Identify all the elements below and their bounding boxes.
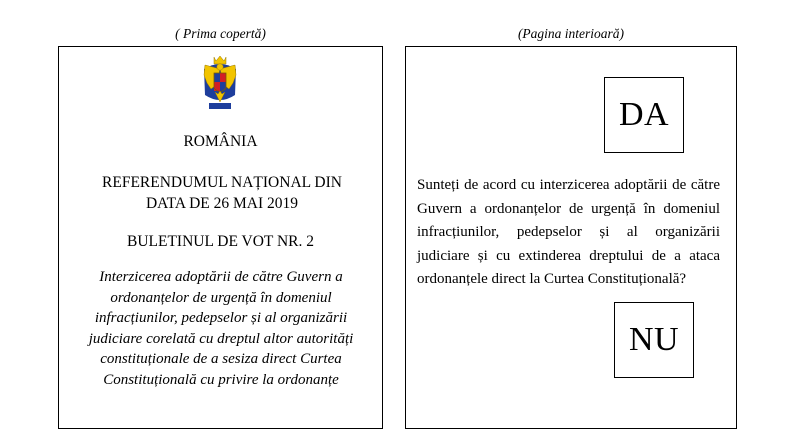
ballot-inner-panel <box>405 46 737 429</box>
inner-page-caption: (Pagina interioară) <box>517 26 625 41</box>
yes-vote-box[interactable]: DA <box>604 77 684 153</box>
emblem-shield-q4 <box>220 82 226 91</box>
ballot-title: BULETINUL DE VOT NR. 2 <box>127 233 314 250</box>
emblem-shield-q1 <box>214 73 220 82</box>
emblem-shield-q2 <box>220 73 226 82</box>
ballot-cover-panel <box>58 46 383 429</box>
emblem-crown <box>214 56 226 64</box>
no-vote-box[interactable]: NU <box>614 302 694 378</box>
emblem-head <box>217 64 223 70</box>
emblem-base <box>209 103 231 109</box>
coat-of-arms-icon <box>201 55 239 113</box>
country-name: ROMÂNIA <box>183 133 258 150</box>
ballot-subject: Interzicerea adoptării de către Guvern a ordonanțelor de urgență în domeniul infracțiunilor, pedepselor și al organizării judiciare corelată cu dreptul altor autorități constituționale de a sesiza direct Curtea Constituțională cu privire la ordonanțe <box>88 269 354 388</box>
referendum-question: Sunteți de acord cu interzicerea adoptării de către Guvern a ordonanțelor de urgență în domeniul infracțiunilor, pedepselor și al organizării judiciare și cu extinderea dreptului de a ataca ordonanțele direct la Curtea Constituțională? <box>417 177 720 287</box>
cover-caption: ( Prima copertă) <box>175 26 266 41</box>
emblem-shield-q3 <box>214 82 220 91</box>
referendum-title: REFERENDUMUL NAȚIONAL DIN DATA DE 26 MAI 2019 <box>102 174 342 212</box>
